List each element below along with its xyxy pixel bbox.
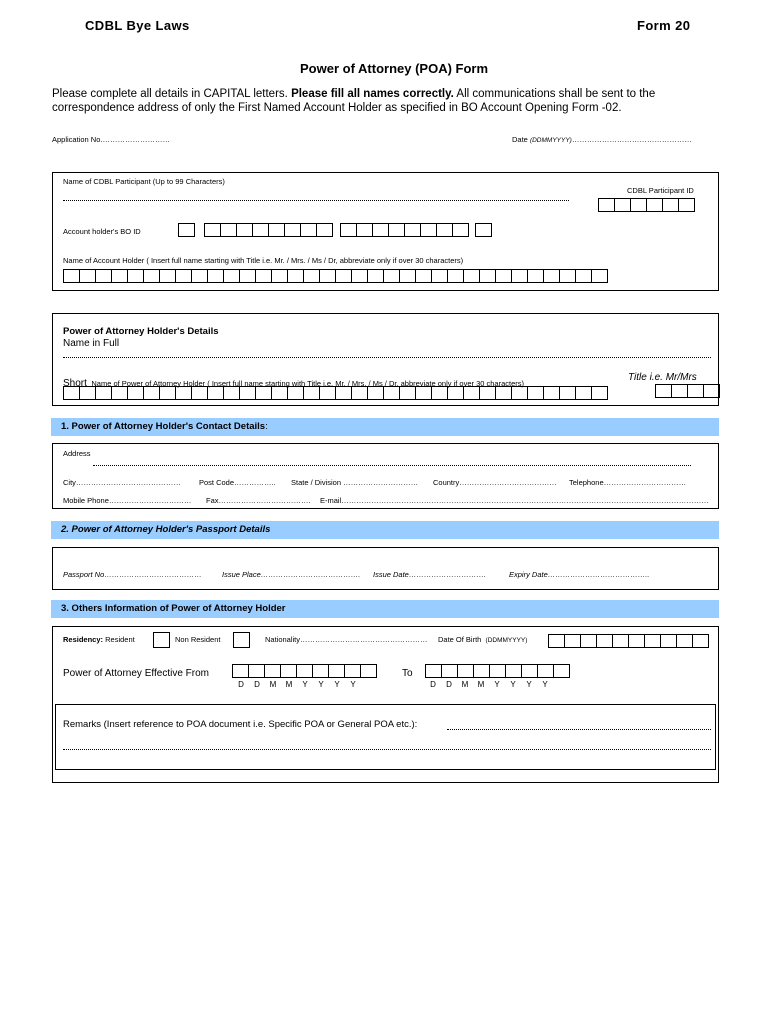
remarks-label: Remarks (Insert reference to POA document i.e. Specific POA or General POA etc.): <box>63 719 418 730</box>
expiry-date-field[interactable]: Expiry Date………………………………….. <box>509 570 650 579</box>
date-field[interactable] <box>512 135 692 144</box>
account-holder-name-boxes[interactable] <box>63 269 607 283</box>
remarks-line-2[interactable] <box>63 749 711 750</box>
short-name-desc: Name of Power of Attorney Holder ( Insert full name starting with Title i.e. Mr. / Mrs. / Ms / Dr, abbreviate only if over 30 characters) <box>91 379 525 388</box>
participant-name-label: Name of CDBL Participant (Up to 99 Characters) <box>63 177 225 186</box>
form-title: Power of Attorney (POA) Form <box>300 61 489 76</box>
section-2-heading: 2. Power of Attorney Holder's Passport Details <box>61 524 271 535</box>
intro-part1: Please complete all details in CAPITAL letters. <box>52 88 292 100</box>
resident-checkbox[interactable] <box>153 632 169 648</box>
bo-id-boxes-2[interactable] <box>204 223 332 237</box>
section-1-heading: 1. Power of Attorney Holder's Contact Details: <box>61 421 268 432</box>
section-2-bar <box>51 521 719 539</box>
doc-header-left: CDBL Bye Laws <box>85 18 190 33</box>
section-3-bar <box>51 600 719 618</box>
name-in-full-line[interactable] <box>63 357 711 358</box>
bo-id-box-4[interactable] <box>475 223 491 237</box>
date-label: Date <box>512 135 528 144</box>
state-label: State / Division <box>291 478 342 487</box>
state-field[interactable] <box>291 478 418 487</box>
post-code-field[interactable]: Post Code…………….. <box>199 478 276 487</box>
bo-id-boxes-3[interactable] <box>340 223 468 237</box>
form-number: Form 20 <box>637 18 691 33</box>
title-hint: Title i.e. Mr/Mrs <box>628 372 697 383</box>
telephone-field[interactable]: Telephone…………………………… <box>569 478 687 487</box>
email-field[interactable]: E-mail………………………………………………………………………………………………………………………………… <box>320 496 709 505</box>
account-holder-label: Name of Account Holder ( Insert full name starting with Title i.e. Mr. / Mrs. / Ms / Dr, abbreviate only if over 30 characters) <box>63 256 464 265</box>
intro-part2: All communications shall be sent to the <box>453 88 656 100</box>
state-dots: ………………………… <box>343 478 419 487</box>
poa-short-name-boxes[interactable] <box>63 386 607 400</box>
date-format: (DDMMYYYY) <box>529 137 572 144</box>
dob-boxes[interactable] <box>548 634 708 648</box>
section-1-bar <box>51 418 719 436</box>
effective-from-boxes[interactable] <box>232 664 376 678</box>
bo-id-box-1[interactable] <box>178 223 194 237</box>
section-3-heading: 3. Others Information of Power of Attorney Holder <box>61 603 286 614</box>
effective-from-date-format: D D M M Y Y Y Y <box>238 680 356 689</box>
nationality-field[interactable]: Nationality…………………………………………… <box>265 635 428 644</box>
intro-line2: correspondence address of only the First Named Account Holder as specified in BO Account Opening Form -02. <box>52 102 622 114</box>
fax-field[interactable]: Fax………………………………. <box>206 496 311 505</box>
intro-text <box>52 87 655 115</box>
to-label: To <box>402 668 413 679</box>
poa-holder-heading: Power of Attorney Holder's Details <box>63 326 219 337</box>
effective-to-date-format: D D M M Y Y Y Y <box>430 680 548 689</box>
non-resident-checkbox[interactable] <box>233 632 249 648</box>
date-dots: ………………………………………… <box>571 135 692 144</box>
dob-label: Date Of Birth (DDMMYYYY) <box>438 635 528 644</box>
city-field[interactable]: City…………………………………… <box>63 478 181 487</box>
participant-id-boxes[interactable] <box>598 198 694 212</box>
name-in-full-label: Name in Full <box>63 338 120 349</box>
passport-section <box>52 547 719 590</box>
address-label: Address <box>63 449 91 458</box>
remarks-line-1[interactable] <box>447 729 711 730</box>
passport-no-field[interactable]: Passport No………………………………… <box>63 570 202 579</box>
remarks-box <box>55 704 716 770</box>
intro-bold: Please fill all names correctly. <box>291 88 454 100</box>
country-field[interactable]: Country………………………………… <box>433 478 557 487</box>
poa-title-boxes[interactable] <box>655 384 719 398</box>
mobile-field[interactable]: Mobile Phone…………………………… <box>63 496 192 505</box>
issue-place-field[interactable]: Issue Place…………………………………. <box>222 570 361 579</box>
residency-label: Residency: Resident <box>63 635 135 644</box>
participant-name-line[interactable] <box>63 200 569 201</box>
address-line[interactable] <box>93 465 691 466</box>
effective-to-boxes[interactable] <box>425 664 569 678</box>
application-no-field[interactable]: Application No.……………………… <box>52 135 170 144</box>
effective-from-label: Power of Attorney Effective From <box>63 668 209 679</box>
issue-date-field[interactable]: Issue Date…………………………. <box>373 570 486 579</box>
participant-id-label: CDBL Participant ID <box>627 186 694 195</box>
bo-id-label: Account holder's BO ID <box>63 227 141 236</box>
short-word: Short <box>63 378 87 389</box>
non-resident-label: Non Resident <box>175 635 221 644</box>
